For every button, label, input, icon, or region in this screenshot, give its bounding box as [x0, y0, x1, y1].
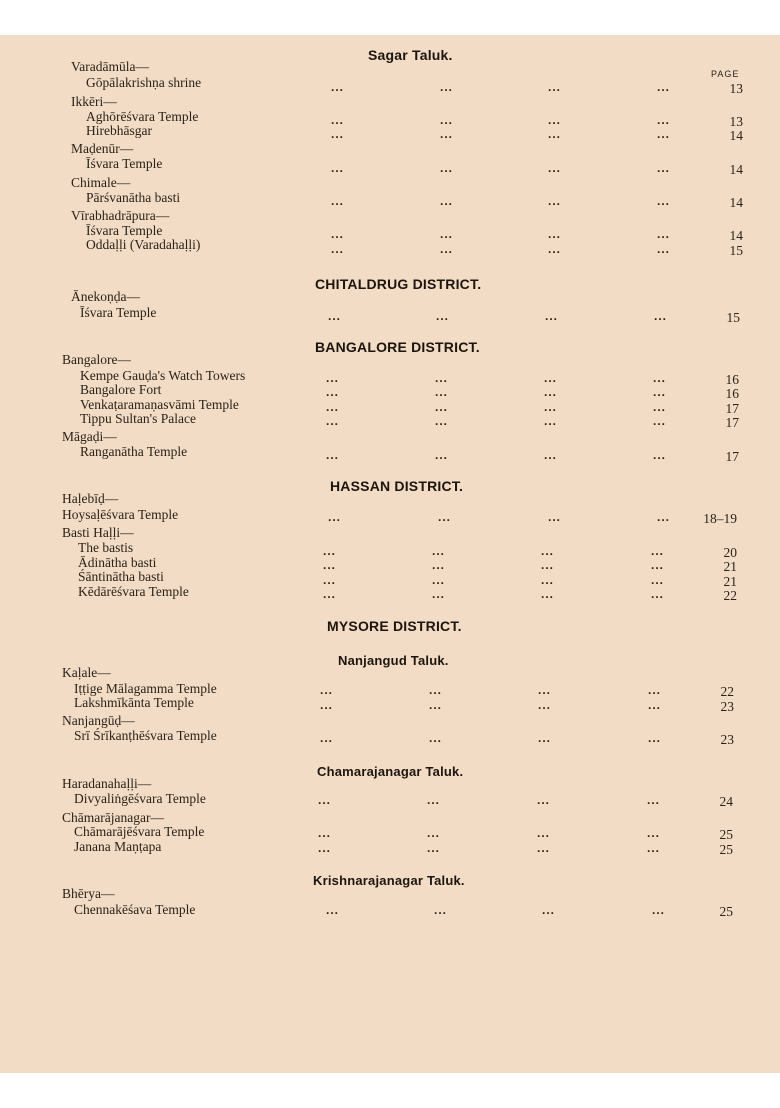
dot-leader: ...	[326, 903, 340, 917]
entry-page: 14	[729, 162, 743, 177]
dot-leader: ...	[548, 113, 562, 127]
dot-leader: ...	[657, 242, 671, 256]
dot-leader: ...	[318, 826, 332, 840]
dot-leader: ...	[323, 573, 337, 587]
dot-leader: ...	[544, 448, 558, 462]
dot-leader: ...	[648, 683, 662, 697]
dot-leader: ...	[326, 400, 340, 414]
dot-leader: ...	[320, 731, 334, 745]
place-madenur: Maḍenūr—	[71, 141, 134, 156]
entry-name: Divyaliṅgēśvara Temple	[74, 791, 206, 806]
dot-leader: ...	[331, 242, 345, 256]
entry-name: Ādinātha basti	[78, 555, 157, 570]
dot-leader: ...	[435, 448, 449, 462]
entry-page: 25	[719, 827, 733, 842]
place-chamarajanagar: Chāmarājanagar—	[62, 810, 164, 825]
entry-page: 13	[729, 81, 743, 96]
dot-leader: ...	[548, 127, 562, 141]
dot-leader: ...	[318, 793, 332, 807]
entry-name: Kēdārēśvara Temple	[78, 584, 189, 599]
page-column-label: PAGE	[711, 69, 740, 79]
dot-leader: ...	[647, 793, 661, 807]
dot-leader: ...	[326, 414, 340, 428]
dot-leader: ...	[537, 826, 551, 840]
entry-page: 17	[725, 415, 739, 430]
entry-page: 20	[723, 545, 737, 560]
entry-page: 24	[719, 794, 733, 809]
place-virabhadrapura: Vīrabhadrāpura—	[71, 208, 170, 223]
dot-leader: ...	[545, 309, 559, 323]
dot-leader: ...	[653, 414, 667, 428]
dot-leader: ...	[541, 587, 555, 601]
dot-leader: ...	[544, 385, 558, 399]
dot-leader: ...	[657, 113, 671, 127]
dot-leader: ...	[538, 731, 552, 745]
section-heading-krishnarajanagar-taluk: Krishnarajanagar Taluk.	[313, 873, 465, 888]
dot-leader: ...	[651, 544, 665, 558]
entry-page: 18–19	[703, 511, 737, 526]
section-heading-bangalore-district: BANGALORE DISTRICT.	[315, 339, 480, 355]
dot-leader: ...	[432, 544, 446, 558]
dot-leader: ...	[320, 683, 334, 697]
entry-name: Īśvara Temple	[80, 305, 157, 320]
entry-name: Īśvara Temple	[86, 223, 163, 238]
dot-leader: ...	[657, 161, 671, 175]
entry-name: Kempe Gauḍa's Watch Towers	[80, 368, 246, 383]
dot-leader: ...	[436, 309, 450, 323]
section-heading-hassan-district: HASSAN DISTRICT.	[330, 478, 464, 494]
entry-page: 22	[723, 588, 737, 603]
entry-page: 16	[725, 386, 739, 401]
dot-leader: ...	[434, 903, 448, 917]
entry-page: 21	[723, 559, 737, 574]
dot-leader: ...	[331, 161, 345, 175]
dot-leader: ...	[427, 841, 441, 855]
dot-leader: ...	[432, 587, 446, 601]
entry-name: The bastis	[78, 540, 134, 555]
dot-leader: ...	[538, 698, 552, 712]
place-anekonda: Ānekoṇḍa—	[71, 289, 140, 304]
place-basti-halli: Basti Haḷḷi—	[62, 525, 134, 540]
entry-name: Pārśvanātha basti	[86, 190, 181, 205]
dot-leader: ...	[542, 903, 556, 917]
dot-leader: ...	[435, 414, 449, 428]
dot-leader: ...	[435, 400, 449, 414]
dot-leader: ...	[537, 841, 551, 855]
dot-leader: ...	[323, 544, 337, 558]
dot-leader: ...	[440, 161, 454, 175]
dot-leader: ...	[657, 127, 671, 141]
dot-leader: ...	[331, 80, 345, 94]
dot-leader: ...	[653, 371, 667, 385]
entry-page: 21	[723, 574, 737, 589]
dot-leader: ...	[541, 558, 555, 572]
dot-leader: ...	[323, 558, 337, 572]
dot-leader: ...	[544, 400, 558, 414]
dot-leader: ...	[320, 698, 334, 712]
dot-leader: ...	[440, 80, 454, 94]
dot-leader: ...	[548, 227, 562, 241]
dot-leader: ...	[652, 903, 666, 917]
dot-leader: ...	[654, 309, 668, 323]
entry-name: Venkaṭaramaṇasvāmi Temple	[80, 397, 239, 412]
entry-name: Lakshmīkānta Temple	[74, 695, 194, 710]
dot-leader: ...	[328, 510, 342, 524]
dot-leader: ...	[435, 371, 449, 385]
dot-leader: ...	[648, 698, 662, 712]
dot-leader: ...	[427, 826, 441, 840]
entry-name: Chāmarājēśvara Temple	[74, 824, 205, 839]
place-nanjangud: Nanjangūḍ—	[62, 713, 135, 728]
dot-leader: ...	[432, 573, 446, 587]
dot-leader: ...	[544, 371, 558, 385]
dot-leader: ...	[657, 194, 671, 208]
dot-leader: ...	[538, 683, 552, 697]
dot-leader: ...	[648, 731, 662, 745]
entry-name: Aghōrēśvara Temple	[86, 109, 199, 124]
place-chimale: Chimale—	[71, 175, 131, 190]
entry-page: 15	[729, 243, 743, 258]
entry-name: Oddaḷḷi (Varadahaḷḷi)	[86, 237, 201, 252]
entry-name: Hirebhāsgar	[86, 123, 152, 138]
dot-leader: ...	[657, 510, 671, 524]
dot-leader: ...	[318, 841, 332, 855]
entry-name: Gōpālakrishṇa shrine	[86, 75, 202, 90]
dot-leader: ...	[651, 587, 665, 601]
dot-leader: ...	[331, 194, 345, 208]
place-bangalore: Bangalore—	[62, 352, 131, 367]
dot-leader: ...	[440, 127, 454, 141]
dot-leader: ...	[438, 510, 452, 524]
entry-name: Janana Maṇṭapa	[74, 839, 162, 854]
entry-name: Ranganātha Temple	[80, 444, 188, 459]
dot-leader: ...	[651, 558, 665, 572]
entry-page: 14	[729, 195, 743, 210]
dot-leader: ...	[653, 400, 667, 414]
entry-name: Hoysaḷēśvara Temple	[62, 507, 179, 522]
entry-page: 22	[720, 684, 734, 699]
dot-leader: ...	[657, 227, 671, 241]
dot-leader: ...	[440, 242, 454, 256]
dot-leader: ...	[541, 544, 555, 558]
dot-leader: ...	[326, 448, 340, 462]
dot-leader: ...	[651, 573, 665, 587]
dot-leader: ...	[657, 80, 671, 94]
dot-leader: ...	[440, 227, 454, 241]
section-heading-sagar-taluk: Sagar Taluk.	[368, 47, 453, 63]
entry-page: 17	[725, 401, 739, 416]
place-kalale: Kaḷale—	[62, 665, 111, 680]
dot-leader: ...	[537, 793, 551, 807]
dot-leader: ...	[653, 448, 667, 462]
entry-page: 17	[725, 449, 739, 464]
place-halebid: Haḷebīḍ—	[62, 491, 119, 506]
dot-leader: ...	[544, 414, 558, 428]
place-varadamula: Varadāmūla—	[71, 59, 149, 74]
place-ikkeri: Ikkēri—	[71, 94, 117, 109]
dot-leader: ...	[440, 113, 454, 127]
entry-name: Tippu Sultan's Palace	[80, 411, 196, 426]
dot-leader: ...	[548, 161, 562, 175]
dot-leader: ...	[331, 227, 345, 241]
entry-name: Bangalore Fort	[80, 382, 162, 397]
dot-leader: ...	[432, 558, 446, 572]
dot-leader: ...	[548, 194, 562, 208]
dot-leader: ...	[331, 113, 345, 127]
dot-leader: ...	[435, 385, 449, 399]
dot-leader: ...	[429, 698, 443, 712]
dot-leader: ...	[427, 793, 441, 807]
dot-leader: ...	[328, 309, 342, 323]
entry-name: Śāntinātha basti	[78, 569, 164, 584]
dot-leader: ...	[440, 194, 454, 208]
entry-page: 25	[719, 904, 733, 919]
dot-leader: ...	[429, 683, 443, 697]
dot-leader: ...	[653, 385, 667, 399]
dot-leader: ...	[548, 242, 562, 256]
section-heading-chitaldrug-district: CHITALDRUG DISTRICT.	[315, 276, 482, 292]
entry-name: Chennakēśava Temple	[74, 902, 196, 917]
entry-page: 16	[725, 372, 739, 387]
place-magadi: Māgaḍi—	[62, 429, 117, 444]
section-heading-chamarajanagar-taluk: Chamarajanagar Taluk.	[317, 764, 464, 779]
section-heading-mysore-district: MYSORE DISTRICT.	[327, 618, 462, 634]
dot-leader: ...	[326, 371, 340, 385]
entry-page: 15	[726, 310, 740, 325]
entry-name: Īśvara Temple	[86, 156, 163, 171]
entry-page: 25	[719, 842, 733, 857]
entry-page: 23	[720, 732, 734, 747]
dot-leader: ...	[647, 841, 661, 855]
dot-leader: ...	[323, 587, 337, 601]
place-bherya: Bhērya—	[62, 886, 115, 901]
entry-page: 23	[720, 699, 734, 714]
dot-leader: ...	[429, 731, 443, 745]
dot-leader: ...	[548, 510, 562, 524]
dot-leader: ...	[548, 80, 562, 94]
entry-page: 14	[729, 128, 743, 143]
dot-leader: ...	[331, 127, 345, 141]
dot-leader: ...	[326, 385, 340, 399]
entry-page: 13	[729, 114, 743, 129]
entry-page: 14	[729, 228, 743, 243]
dot-leader: ...	[541, 573, 555, 587]
section-heading-nanjangud-taluk: Nanjangud Taluk.	[338, 653, 449, 668]
place-haradanahalli: Haradanahaḷḷi—	[62, 776, 152, 791]
entry-name: Iṭṭige Mālagamma Temple	[74, 681, 217, 696]
dot-leader: ...	[647, 826, 661, 840]
entry-name: Srī Śrīkanṭhēśvara Temple	[74, 728, 217, 743]
